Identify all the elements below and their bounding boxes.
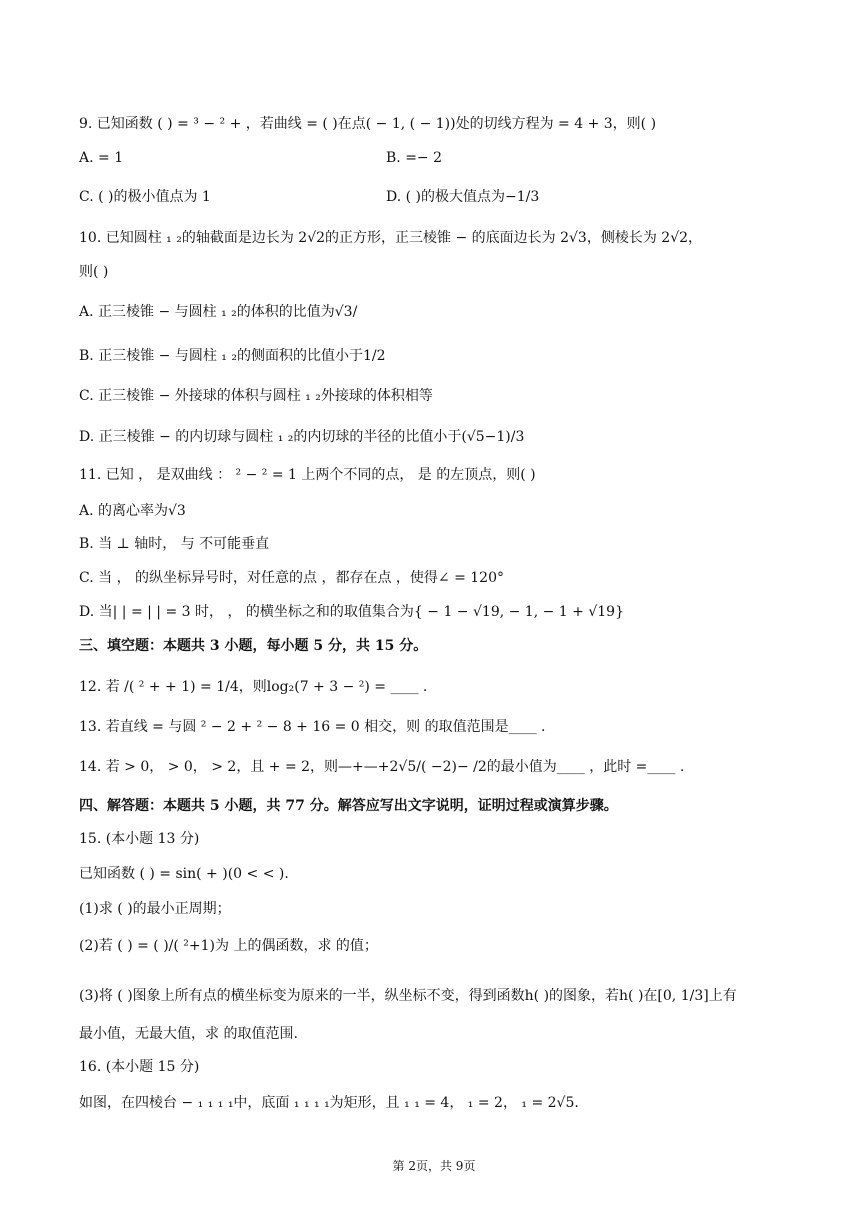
question-12: 12. 若 /( ² + + 1) = 1/4，则log₂(7 + 3 − ²) = ____ . (79, 679, 428, 695)
question-11-option-b: B. 当 ⊥ 轴时， 与 不可能垂直 (79, 536, 270, 552)
question-11: 11. 已知 ， 是双曲线 ： ² − ² = 1 上两个不同的点， 是 的左顶点，则( ) (79, 467, 536, 483)
question-13: 13. 若直线 = 与圆 ² − 2 + ² − 8 + 16 = 0 相交，则 的取值范围是____ . (79, 719, 546, 735)
question-11-option-c: C. 当 ， 的纵坐标异号时，对任意的点 ，都存在点 ，使得∠ = 120° (79, 570, 504, 586)
question-10-line-1: 10. 已知圆柱 ₁ ₂的轴截面是边长为 2√2的正方形，正三棱锥 − 的底面边长为 2√3，侧棱长为 2√2， (79, 230, 703, 246)
page-number-footer: 第 2页，共 9页 (392, 1159, 476, 1173)
question-15-stem: 已知函数 ( ) = sin( + )(0 < < ). (79, 866, 289, 882)
question-11-option-a: A. 的离心率为√3 (79, 503, 186, 519)
question-10-line-2: 则( ) (79, 264, 109, 280)
question-9-option-b: B. =− 2 (386, 150, 443, 166)
question-15-part-3-line-1: (3)将 ( )图象上所有点的横坐标变为原来的一半，纵坐标不变，得到函数h( )的图象，若h( )在[0, 1/3]上有 (79, 988, 737, 1004)
question-15-header: 15. (本小题 13 分) (79, 831, 200, 847)
question-11-option-d: D. 当| | = | | = 3 时， ， 的横坐标之和的取值集合为{ − 1 − √19, − 1, − 1 + √19} (79, 604, 624, 620)
question-15-part-2: (2)若 ( ) = ( )/( ²+1)为 上的偶函数，求 的值； (79, 938, 378, 954)
question-15-part-1: (1)求 ( )的最小正周期； (79, 901, 231, 917)
question-16-header: 16. (本小题 15 分) (79, 1059, 200, 1075)
question-10-option-b: B. 正三棱锥 − 与圆柱 ₁ ₂的侧面积的比值小于1/2 (79, 348, 386, 364)
question-9-option-d: D. ( )的极大值点为−1/3 (386, 189, 540, 205)
question-10-option-c: C. 正三棱锥 − 外接球的体积与圆柱 ₁ ₂外接球的体积相等 (79, 388, 433, 404)
question-10-option-d: D. 正三棱锥 − 的内切球与圆柱 ₁ ₂的内切球的半径的比值小于(√5−1)/3 (79, 429, 525, 445)
question-9: 9. 已知函数 ( ) = ³ − ² + ，若曲线 = ( )在点( − 1, ( − 1))处的切线方程为 = 4 + 3，则( ) (79, 116, 657, 132)
section-4-heading: 四、解答题：本题共 5 小题，共 77 分。解答应写出文字说明，证明过程或演算步骤。 (79, 798, 618, 814)
question-10-option-a: A. 正三棱锥 − 与圆柱 ₁ ₂的体积的比值为√3/ (79, 304, 358, 320)
question-9-option-a: A. = 1 (79, 150, 124, 166)
question-15-part-3-line-2: 最小值，无最大值，求 的取值范围. (79, 1026, 298, 1042)
question-16-stem: 如图，在四棱台 − ₁ ₁ ₁ ₁中，底面 ₁ ₁ ₁ ₁为矩形，且 ₁ ₁ = 4， ₁ = 2， ₁ = 2√5. (79, 1095, 579, 1111)
question-14: 14. 若 > 0， > 0， > 2，且 + = 2，则—+—+2√5/( −2)− /2的最小值为____ ，此时 =____ . (79, 759, 685, 775)
section-3-heading: 三、填空题：本题共 3 小题，每小题 5 分，共 15 分。 (79, 638, 428, 654)
question-9-option-c: C. ( )的极小值点为 1 (79, 189, 211, 205)
